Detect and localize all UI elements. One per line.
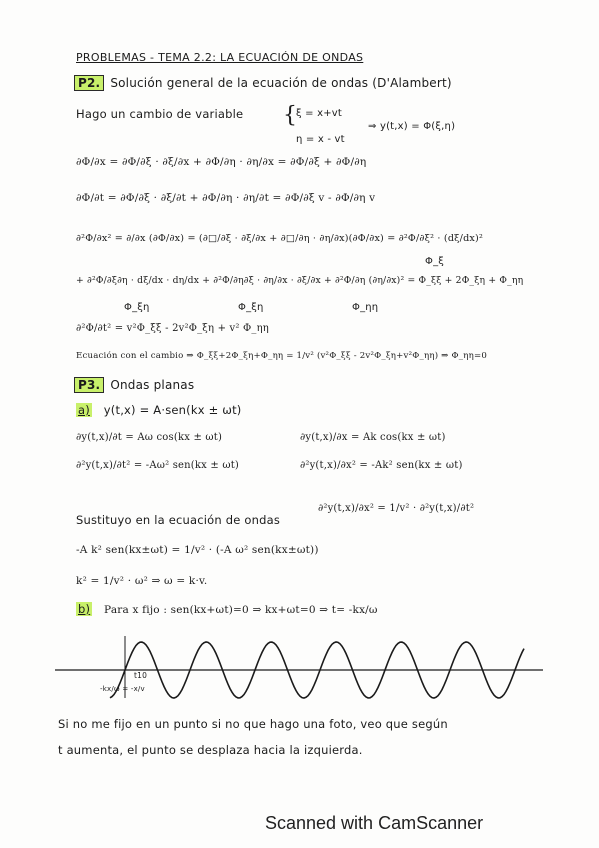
p3-b-text: Para x fijo : sen(kx+ωt)=0 ⇒ kx+ωt=0 ⇒ t= -kx/ω <box>104 604 378 616</box>
p3-subst: -A k² sen(kx±ωt) = 1/v² · (-A ω² sen(kx±ωt)) <box>76 544 319 556</box>
p3-heading: Ondas planas <box>110 378 195 392</box>
p2-sys-xi: ξ = x+vt <box>296 108 343 119</box>
p2-eq4-under3: Φ_ηη <box>352 302 379 313</box>
p3-wave-eq: ∂²y(t,x)/∂x² = 1/v² · ∂²y(t,x)/∂t² <box>318 503 475 514</box>
p2-eq4-under2: Φ_ξη <box>238 302 264 313</box>
wave-label-t: t10 <box>134 671 148 680</box>
p2-eq4: + ∂²Φ/∂ξ∂η · dξ/dx · dη/dx + ∂²Φ/∂η∂ξ · ∂η/∂x · ∂ξ/∂x + ∂²Φ/∂η (∂η/∂x)² = Φ_ξξ + 2Φ_ξη + Φ_ηη <box>76 275 524 286</box>
p3-b-label: b) <box>78 602 91 616</box>
p3-header <box>74 377 194 393</box>
p2-eq3: ∂²Φ/∂x² = ∂/∂x (∂Φ/∂x) = (∂□/∂ξ · ∂ξ/∂x + ∂□/∂η · ∂η/∂x)(∂Φ/∂x) = ∂²Φ/∂ξ² · (dξ/dx)² <box>76 233 484 244</box>
p2-eq1: ∂Φ/∂x = ∂Φ/∂ξ · ∂ξ/∂x + ∂Φ/∂η · ∂η/∂x = ∂Φ/∂ξ + ∂Φ/∂η <box>76 156 367 168</box>
p2-header <box>74 75 452 91</box>
p3-label: P3. <box>74 377 104 393</box>
wave-label-x: -kx/ω = -x/v <box>100 685 145 693</box>
p2-eq4-under1: Φ_ξη <box>124 302 150 313</box>
page-title: PROBLEMAS - TEMA 2.2: LA ECUACIÓN DE ONDAS <box>76 51 364 64</box>
p3-dy-dx: ∂y(t,x)/∂x = Ak cos(kx ± ωt) <box>300 432 446 443</box>
system-brace: { <box>283 103 298 128</box>
p3-b-line <box>76 603 378 617</box>
wave-sketch <box>55 636 545 711</box>
footer-scanner-text: Scanned with CamScanner <box>265 813 484 833</box>
p2-label: P2. <box>74 75 104 91</box>
p2-eq6: Ecuación con el cambio ⇒ Φ_ξξ+2Φ_ξη+Φ_ηη = 1/v² (v²Φ_ξξ - 2v²Φ_ξη+v²Φ_ηη) ⇒ Φ_ηη=0 <box>76 351 488 361</box>
p3-a-line <box>76 404 242 418</box>
p2-cambio-text: Hago un cambio de variable <box>76 107 244 121</box>
p3-d2y-dt2: ∂²y(t,x)/∂t² = -Aω² sen(kx ± ωt) <box>76 460 240 471</box>
p3-conclusion-1: Si no me fijo en un punto si no que hago una foto, veo que según <box>58 717 448 731</box>
p3-k-result: k² = 1/v² · ω² ⇒ ω = k·v. <box>76 575 208 587</box>
p3-sustituyo: Sustituyo en la ecuación de ondas <box>76 513 281 527</box>
p3-conclusion-2: t aumenta, el punto se desplaza hacia la izquierda. <box>58 743 363 757</box>
p3-d2y-dx2: ∂²y(t,x)/∂x² = -Ak² sen(kx ± ωt) <box>300 460 463 471</box>
p2-heading: Solución general de la ecuación de ondas (D'Alambert) <box>110 76 452 90</box>
p2-sys-result: ⇒ y(t,x) = Φ(ξ,η) <box>368 121 456 132</box>
p2-eq2: ∂Φ/∂t = ∂Φ/∂ξ · ∂ξ/∂t + ∂Φ/∂η · ∂η/∂t = ∂Φ/∂ξ v - ∂Φ/∂η v <box>76 192 376 204</box>
p2-sys-eta: η = x - vt <box>296 134 345 145</box>
p3-a-label: a) <box>78 403 90 417</box>
p2-eq5: ∂²Φ/∂t² = v²Φ_ξξ - 2v²Φ_ξη + v² Φ_ηη <box>76 323 269 334</box>
p3-dy-dt: ∂y(t,x)/∂t = Aω cos(kx ± ωt) <box>76 432 223 443</box>
p2-eq3-under: Φ_ξ <box>425 256 445 267</box>
p3-a-eq: y(t,x) = A·sen(kx ± ωt) <box>103 403 242 417</box>
